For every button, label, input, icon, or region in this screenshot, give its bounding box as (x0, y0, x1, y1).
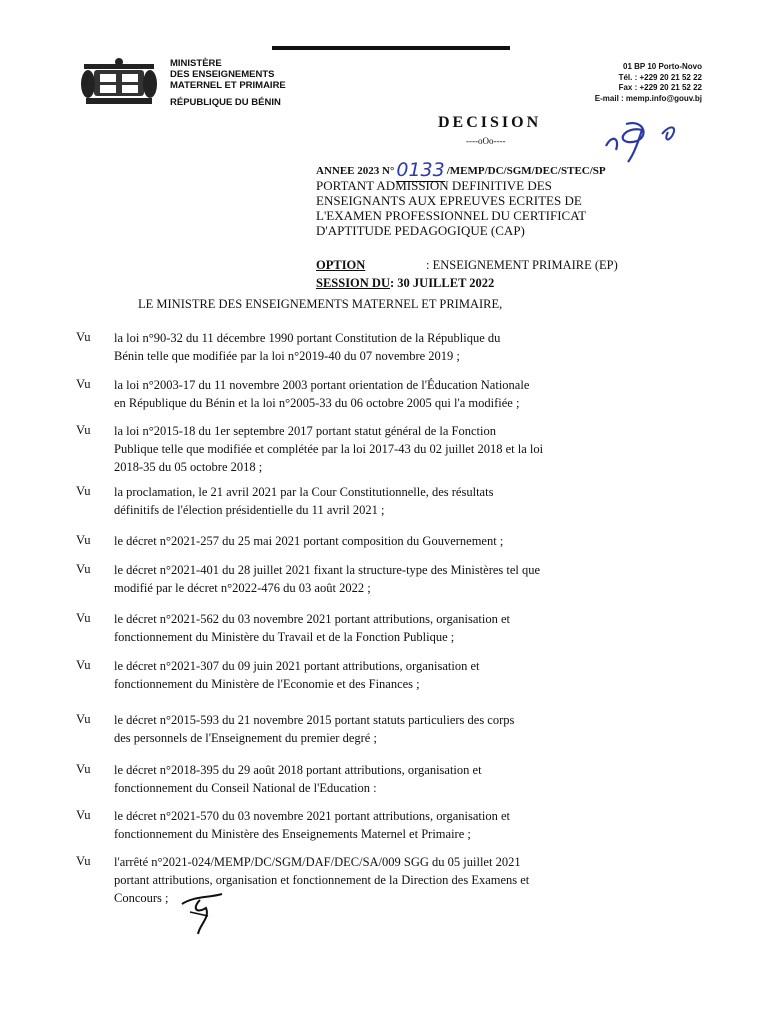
visa-line: Concours ; (114, 891, 169, 905)
visa-item (114, 532, 704, 550)
vu-label: Vu (76, 658, 91, 672)
visa-line: la loi n°2015-18 du 1er septembre 2017 portant statut général de la Fonction (114, 424, 496, 438)
visa-item (114, 610, 704, 646)
visa-line: le décret n°2021-562 du 03 novembre 2021 portant attributions, organisation et (114, 612, 511, 626)
option-value: : ENSEIGNEMENT PRIMAIRE (EP) (426, 258, 618, 272)
visa-line: fonctionnement du Ministère du Travail et de la Fonction Publique ; (114, 630, 455, 644)
handwritten-mark-icon (598, 116, 690, 164)
vu-label: Vu (76, 484, 91, 498)
visa-item (114, 761, 704, 797)
email: E-mail : memp.info@gouv.bj (594, 93, 702, 103)
decision-number: 0133 (396, 159, 445, 181)
year-prefix: ANNEE 2023 N° (316, 165, 395, 177)
visa-line: le décret n°2021-257 du 25 mai 2021 portant composition du Gouvernement ; (114, 534, 504, 548)
visa-line: le décret n°2018-395 du 29 août 2018 portant attributions, organisation et (114, 763, 482, 777)
decision-title: DECISION (438, 114, 542, 131)
visa-item (114, 376, 704, 412)
visa-line: la proclamation, le 21 avril 2021 par la Cour Constitutionnelle, des résultats (114, 485, 494, 499)
subject-line: PORTANT ADMISSION DEFINITIVE DES (316, 178, 552, 193)
session-value: : 30 JUILLET 2022 (390, 276, 495, 290)
visa-line: fonctionnement du Conseil National de l'Education : (114, 781, 377, 795)
visa-line: le décret n°2021-570 du 03 novembre 2021 portant attributions, organisation et (114, 809, 511, 823)
visa-line: modifié par le décret n°2022-476 du 03 août 2022 ; (114, 581, 371, 595)
benin-coat-of-arms-icon (80, 58, 158, 108)
vu-label: Vu (76, 854, 91, 868)
vu-label: Vu (76, 762, 91, 776)
visa-item (114, 711, 704, 747)
vu-label: Vu (76, 377, 91, 391)
vu-label: Vu (76, 330, 91, 344)
visa-item (114, 807, 704, 843)
visa-line: fonctionnement du Ministère de l'Economie et des Finances ; (114, 677, 420, 691)
visa-line: portant attributions, organisation et fonctionnement de la Direction des Examens et (114, 873, 530, 887)
reference-suffix: /MEMP/DC/SGM/DEC/STEC/SP (446, 165, 606, 177)
subject-line: L'EXAMEN PROFESSIONNEL DU CERTIFICAT (316, 208, 587, 223)
ministry-line-2: DES ENSEIGNEMENTS (170, 69, 275, 80)
visa-line: le décret n°2015-593 du 21 novembre 2015 portant statuts particuliers des corps (114, 713, 515, 727)
contact-block (595, 62, 702, 104)
vu-label: Vu (76, 712, 91, 726)
ministry-line-3: MATERNEL ET PRIMAIRE (170, 80, 286, 91)
vu-label: Vu (76, 562, 91, 576)
decision-reference (316, 157, 606, 179)
visa-line: la loi n°90-32 du 11 décembre 1990 portant Constitution de la République du (114, 331, 501, 345)
vu-label: Vu (76, 533, 91, 547)
visa-item (114, 422, 704, 476)
visa-item (114, 329, 704, 365)
visa-line: le décret n°2021-401 du 28 juillet 2021 fixant la structure-type des Ministères tel que (114, 563, 541, 577)
visa-line: Bénin telle que modifiée par la loi n°2019-40 du 07 novembre 2019 ; (114, 349, 460, 363)
visa-line: Publique telle que modifiée et complétée par la loi 2017-43 du 02 juillet 2018 et la loi (114, 442, 544, 456)
visa-line: fonctionnement du Ministère des Enseignements Maternel et Primaire ; (114, 827, 471, 841)
visa-line: la loi n°2003-17 du 11 novembre 2003 portant orientation de l'Éducation Nationale (114, 378, 530, 392)
republic-name: RÉPUBLIQUE DU BÉNIN (170, 97, 281, 108)
visa-line: le décret n°2021-307 du 09 juin 2021 portant attributions, organisation et (114, 659, 480, 673)
decision-subject (316, 178, 716, 238)
visa-item (114, 657, 704, 693)
option-label: OPTION (316, 258, 366, 272)
visa-item (114, 483, 704, 519)
vu-label: Vu (76, 808, 91, 822)
vu-label: Vu (76, 423, 91, 437)
postal-box: 01 BP 10 Porto-Novo (623, 62, 702, 71)
ministry-header (170, 58, 286, 108)
subject-line: ENSEIGNANTS AUX EPREUVES ECRITES DE (316, 193, 582, 208)
title-ornament: ----oOo---- (466, 136, 506, 146)
session-label: SESSION DU (316, 276, 390, 290)
subject-line: D'APTITUDE PEDAGOGIQUE (CAP) (316, 223, 525, 238)
telephone: Tél. : +229 20 21 52 22 (618, 72, 702, 82)
visa-line: l'arrêté n°2021-024/MEMP/DC/SGM/DAF/DEC/SA/009 SGG du 05 juillet 2021 (114, 855, 521, 869)
option-line (316, 258, 618, 273)
minister-heading: LE MINISTRE DES ENSEIGNEMENTS MATERNEL ET PRIMAIRE, (138, 297, 503, 311)
visa-line: définitifs de l'élection présidentielle du 11 avril 2021 ; (114, 503, 385, 517)
visa-line: des personnels de l'Enseignement du premier degré ; (114, 731, 377, 745)
session-line (316, 276, 494, 291)
ministry-line-1: MINISTÈRE (170, 58, 222, 69)
fax: Fax : +229 20 21 52 22 (618, 83, 702, 92)
visa-line: 2018-35 du 05 octobre 2018 ; (114, 460, 263, 474)
visa-item (114, 561, 704, 597)
visa-line: en République du Bénin et la loi n°2005-33 du 06 octobre 2005 qui l'a modifiée ; (114, 396, 520, 410)
handwritten-initials-icon (178, 890, 226, 936)
top-rule (272, 46, 510, 50)
vu-label: Vu (76, 611, 91, 625)
